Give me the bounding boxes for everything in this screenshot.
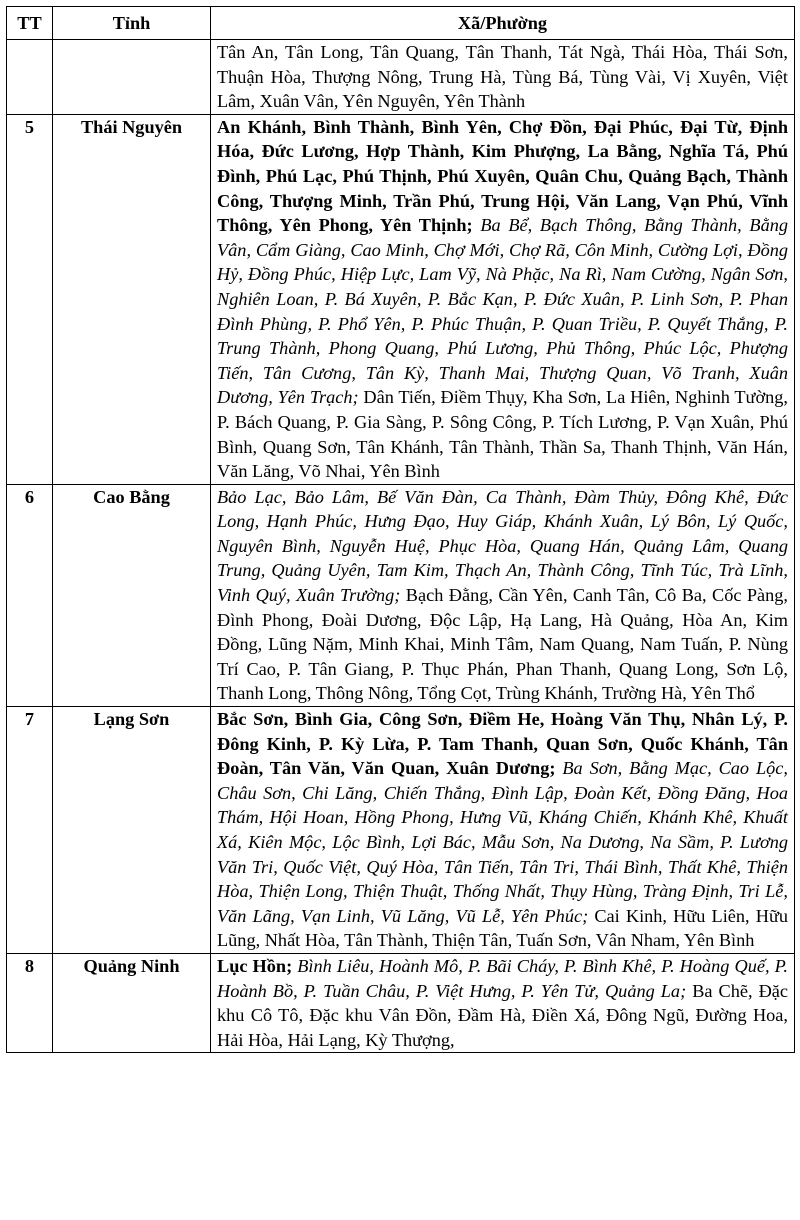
commune-list bbox=[211, 707, 795, 954]
commune-group-normal: Dân Tiến, Điềm Thụy, Kha Sơn, La Hiên, Nghinh Tường, P. Bách Quang, P. Gia Sàng, P. Sông Công, P. Tích Lương, P. Vạn Xuân, Phú Bình, Quang Sơn, Tân Khánh, Tân Thành, Thần Sa, Thanh Thịnh, Văn Hán, Văn Lăng, Võ Nhai, Yên Bình bbox=[217, 387, 788, 482]
row-number: 6 bbox=[7, 484, 53, 706]
row-number: 5 bbox=[7, 114, 53, 484]
row-number bbox=[7, 40, 53, 115]
commune-group-normal: Cai Kinh, Hữu Liên, Hữu Lũng, Nhất Hòa, Tân Thành, Thiện Tân, Tuấn Sơn, Vân Nham, Yên Bình bbox=[217, 905, 789, 951]
row-number: 8 bbox=[7, 953, 53, 1052]
commune-group-bold: Lục Hồn; bbox=[217, 955, 293, 976]
province-name: Thái Nguyên bbox=[53, 114, 211, 484]
commune-group-italic: Ba Sơn, Bằng Mạc, Cao Lộc, Châu Sơn, Chi Lăng, Chiến Thắng, Đình Lập, Đoàn Kết, Đồng Đăng, Hoa Thám, Hội Hoan, Hồng Phong, Hưng Vũ, Kháng Chiến, Khánh Khê, Khuất Xá, Kiên Mộc, Lộc Bình, Lợi Bác, Mẫu Sơn, Na Dương, Na Sầm, P. Lương Văn Tri, Quốc Việt, Quý Hòa, Tân Tiến, Tân Tri, Thái Bình, Thất Khê, Thiện Hòa, Thiện Long, Thiện Thuật, Thống Nhất, Thụy Hùng, Tràng Định, Tri Lễ, Văn Lãng, Vạn Linh, Vũ Lăng, Vũ Lễ, Yên Phúc; bbox=[217, 758, 788, 926]
commune-group-italic: Bảo Lạc, Bảo Lâm, Bế Văn Đàn, Ca Thành, Đàm Thủy, Đông Khê, Đức Long, Hạnh Phúc, Hưng Đạo, Huy Giáp, Khánh Xuân, Lý Bôn, Lý Quốc, Nguyên Bình, Nguyễn Huệ, Phục Hòa, Quang Hán, Quảng Lâm, Quang Trung, Quảng Uyên, Tam Kim, Thạch An, Thành Công, Tĩnh Túc, Trà Lĩnh, Vinh Quý, Xuân Trường; bbox=[217, 486, 788, 606]
row-number: 7 bbox=[7, 707, 53, 954]
table-row bbox=[7, 484, 795, 706]
commune-group-normal: Ba Chẽ, Đặc khu Cô Tô, Đặc khu Vân Đồn, Đầm Hà, Điền Xá, Đông Ngũ, Đường Hoa, Hải Hòa, Hải Lạng, Kỳ Thượng, bbox=[217, 980, 788, 1050]
commune-list bbox=[211, 953, 795, 1052]
table-row bbox=[7, 707, 795, 954]
commune-group-bold: An Khánh, Bình Thành, Bình Yên, Chợ Đồn, Đại Phúc, Đại Từ, Định Hóa, Đức Lương, Hợp Thành, Kim Phượng, La Bằng, Nghĩa Tá, Phú Đình, Phú Lạc, Phú Thịnh, Phú Xuyên, Quân Chu, Quảng Bạch, Thành Công, Thượng Minh, Trần Phú, Trung Hội, Văn Lang, Vạn Phú, Vĩnh Thông, Yên Phong, Yên Thịnh; bbox=[217, 116, 788, 236]
province-name bbox=[53, 40, 211, 115]
table-header-row bbox=[7, 7, 795, 40]
commune-group-normal: Tân An, Tân Long, Tân Quang, Tân Thanh, Tát Ngà, Thái Hòa, Thái Sơn, Thuận Hòa, Thượng Nông, Trung Hà, Tùng Bá, Tùng Vài, Vị Xuyên, Việt Lâm, Xuân Vân, Yên Nguyên, Yên Thành bbox=[217, 42, 788, 112]
header-province: Tỉnh bbox=[53, 7, 211, 40]
commune-list bbox=[211, 484, 795, 706]
commune-group-normal: Bạch Đằng, Cần Yên, Canh Tân, Cô Ba, Cốc Pàng, Đình Phong, Đoài Dương, Độc Lập, Hạ Lang, Hà Quảng, Hòa An, Kim Đồng, Lũng Nặm, Minh Khai, Minh Tâm, Nam Quang, Nam Tuấn, P. Nùng Trí Cao, P. Tân Giang, P. Thục Phán, Phan Thanh, Quang Long, Sơn Lộ, Thanh Long, Thông Nông, Tổng Cọt, Trùng Khánh, Trường Hà, Yên Thổ bbox=[217, 585, 788, 704]
commune-list bbox=[211, 40, 795, 115]
commune-group-italic: Bình Liêu, Hoành Mô, P. Bãi Cháy, P. Bình Khê, P. Hoàng Quế, P. Hoành Bồ, P. Tuần Châu, P. Việt Hưng, P. Yên Tử, Quảng La; bbox=[217, 955, 788, 1001]
commune-list bbox=[211, 114, 795, 484]
province-name: Cao Bằng bbox=[53, 484, 211, 706]
province-name: Quảng Ninh bbox=[53, 953, 211, 1052]
table-row bbox=[7, 40, 795, 115]
table-row bbox=[7, 953, 795, 1052]
header-tt: TT bbox=[7, 7, 53, 40]
table-row bbox=[7, 114, 795, 484]
province-name: Lạng Sơn bbox=[53, 707, 211, 954]
header-communes: Xã/Phường bbox=[211, 7, 795, 40]
commune-group-italic: Ba Bể, Bạch Thông, Bằng Thành, Bằng Vân, Cẩm Giàng, Cao Minh, Chợ Mới, Chợ Rã, Côn Minh, Cường Lợi, Đồng Hỷ, Đồng Phúc, Hiệp Lực, Lam Vỹ, Nà Phặc, Na Rì, Nam Cường, Ngân Sơn, Nghiên Loan, P. Bá Xuyên, P. Bắc Kạn, P. Đức Xuân, P. Linh Sơn, P. Phan Đình Phùng, P. Phổ Yên, P. Phúc Thuận, P. Quan Triều, P. Quyết Thắng, P. Trung Thành, Phong Quang, Phú Lương, Phủ Thông, Phúc Lộc, Phượng Tiến, Tân Cương, Tân Kỳ, Thanh Mai, Thượng Quan, Võ Tranh, Xuân Dương, Yên Trạch; bbox=[217, 215, 789, 408]
commune-group-bold: Bắc Sơn, Bình Gia, Công Sơn, Điềm He, Hoàng Văn Thụ, Nhân Lý, P. Đông Kinh, P. Kỳ Lừa, P. Tam Thanh, Quan Sơn, Quốc Khánh, Tân Đoàn, Tân Văn, Văn Quan, Xuân Dương; bbox=[217, 709, 788, 779]
province-commune-table bbox=[6, 6, 795, 1053]
